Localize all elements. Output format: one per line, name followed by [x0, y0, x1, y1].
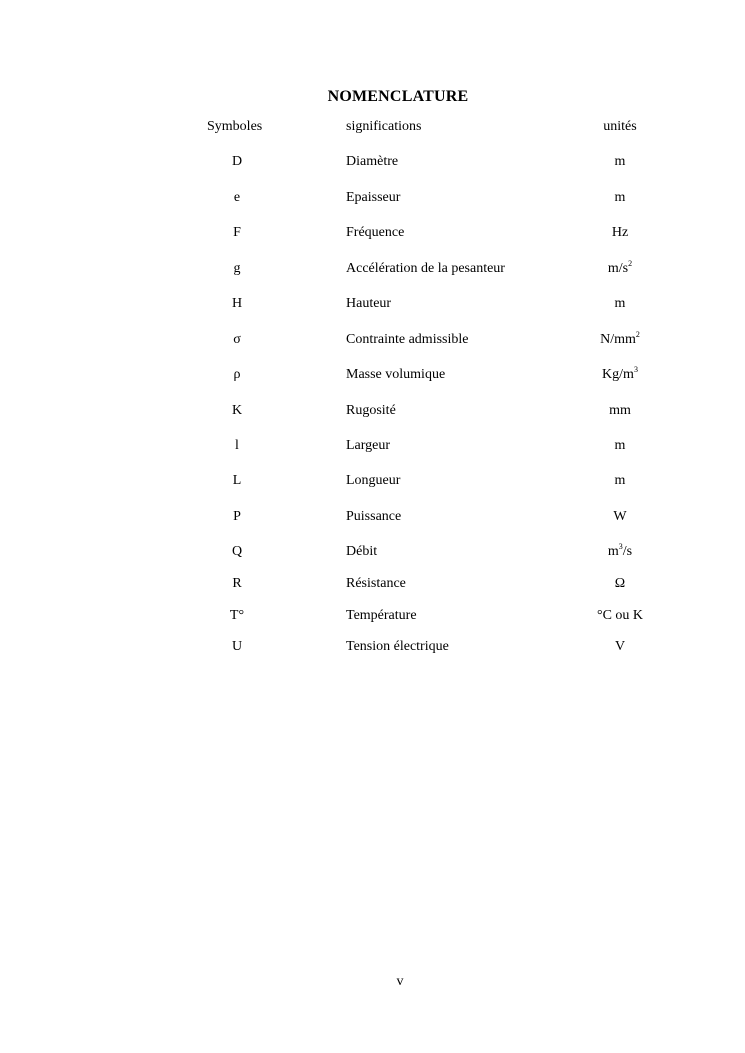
symbol-cell: P: [233, 509, 241, 524]
unit-cell: [580, 576, 660, 592]
unit-cell: [580, 261, 660, 277]
table-row: [0, 154, 745, 174]
symbol-cell: g: [233, 261, 241, 276]
table-row: [0, 190, 745, 210]
table-row: [0, 608, 745, 628]
table-row: [0, 367, 745, 387]
header-symbols: Symboles: [207, 119, 263, 134]
table-row: [0, 473, 745, 493]
meaning-cell: Puissance: [346, 509, 402, 524]
unit-text: m: [614, 438, 626, 453]
page-title: NOMENCLATURE: [327, 88, 469, 105]
unit-cell: [580, 608, 660, 624]
unit-cell: [580, 438, 660, 454]
unit-cell: [580, 296, 660, 312]
unit-cell: [580, 473, 660, 489]
unit-text: mm: [609, 403, 631, 418]
meaning-cell: Longueur: [346, 473, 401, 488]
symbol-cell: σ: [233, 332, 241, 347]
unit-text: Kg/m: [602, 367, 634, 382]
header-units: unités: [603, 119, 637, 134]
unit-exponent: 2: [628, 259, 633, 268]
header-meanings: significations: [346, 119, 422, 134]
table-row: [0, 544, 745, 564]
meaning-cell: Epaisseur: [346, 190, 401, 205]
page-number: v: [396, 974, 404, 989]
unit-text: m: [607, 544, 619, 559]
symbol-cell: D: [231, 154, 243, 169]
table-row: [0, 438, 745, 458]
symbol-cell: U: [231, 639, 243, 654]
meaning-cell: Rugosité: [346, 403, 396, 418]
table-row: [0, 576, 745, 596]
meaning-cell: Température: [346, 608, 417, 623]
symbol-cell: K: [231, 403, 243, 418]
meaning-cell: Résistance: [346, 576, 406, 591]
meaning-cell: Diamètre: [346, 154, 399, 169]
symbol-cell: H: [231, 296, 243, 311]
unit-cell: [580, 544, 660, 560]
meaning-cell: Tension électrique: [346, 639, 449, 654]
symbol-cell: l: [235, 438, 239, 453]
symbol-cell: e: [233, 190, 241, 205]
table-row: [0, 639, 745, 659]
table-row: [0, 332, 745, 352]
symbol-cell: T°: [229, 608, 245, 623]
unit-cell: [580, 190, 660, 206]
meaning-cell: Fréquence: [346, 225, 405, 240]
meaning-cell: Hauteur: [346, 296, 392, 311]
table-row: [0, 225, 745, 245]
unit-text: m: [614, 190, 626, 205]
symbol-cell: L: [232, 473, 242, 488]
symbol-cell: Q: [231, 544, 243, 559]
unit-cell: [580, 639, 660, 655]
unit-text: V: [614, 639, 626, 654]
table-row: [0, 403, 745, 423]
meaning-cell: Débit: [346, 544, 378, 559]
unit-text: m/s: [607, 261, 629, 276]
unit-cell: [580, 367, 660, 383]
meaning-cell: Accélération de la pesanteur: [346, 261, 505, 276]
unit-text: N/mm: [600, 332, 636, 347]
table-row: [0, 509, 745, 529]
symbol-cell: F: [233, 225, 241, 240]
unit-text: °C ou K: [596, 608, 644, 623]
meaning-cell: Masse volumique: [346, 367, 446, 382]
unit-text: Hz: [611, 225, 629, 240]
symbol-cell: ρ: [233, 367, 241, 382]
unit-text: m: [614, 296, 626, 311]
unit-suffix: /s: [622, 544, 633, 559]
unit-cell: [580, 509, 660, 525]
symbol-cell: R: [232, 576, 242, 591]
table-row: [0, 261, 745, 281]
unit-cell: [580, 332, 660, 348]
unit-text: W: [613, 509, 627, 524]
unit-exponent: 2: [635, 330, 640, 339]
table-row: [0, 296, 745, 316]
meaning-cell: Largeur: [346, 438, 391, 453]
unit-cell: [580, 225, 660, 241]
unit-text: m: [614, 473, 626, 488]
unit-text: m: [614, 154, 626, 169]
meaning-cell: Contrainte admissible: [346, 332, 469, 347]
unit-exponent: 3: [618, 542, 623, 551]
unit-cell: [580, 154, 660, 170]
unit-exponent: 3: [633, 365, 638, 374]
unit-cell: [580, 403, 660, 419]
unit-text: Ω: [614, 576, 626, 591]
